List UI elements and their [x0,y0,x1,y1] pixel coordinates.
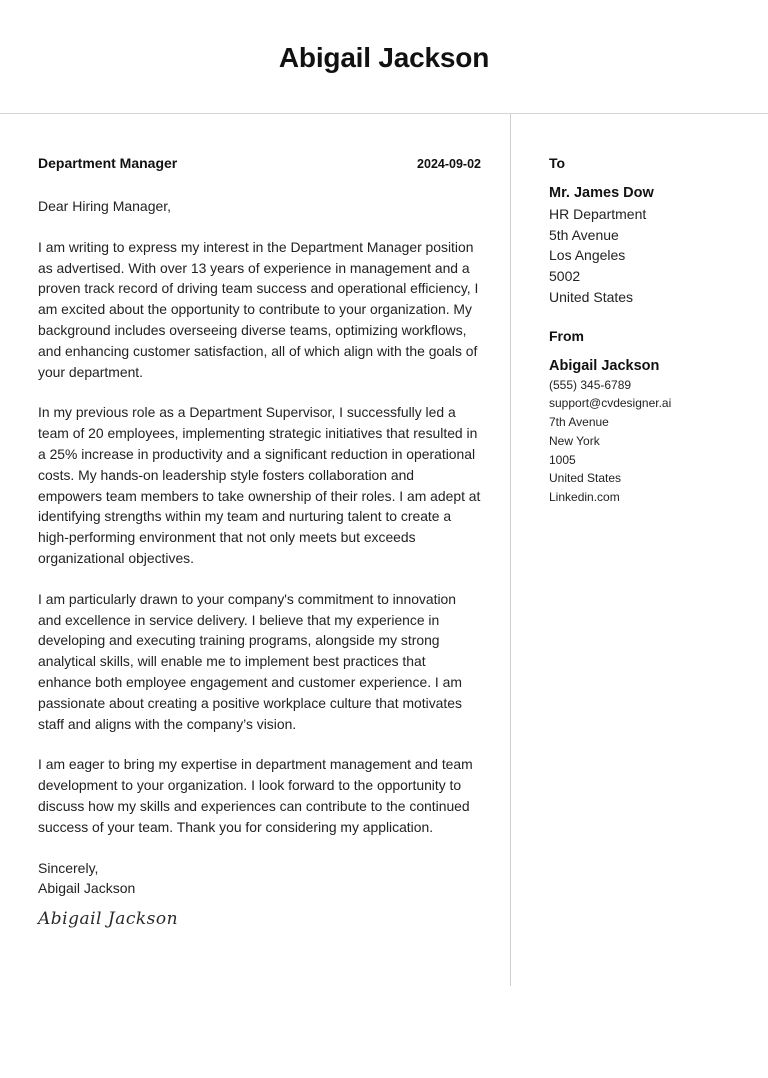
paragraph-2: In my previous role as a Department Supervisor, I successfully led a team of 20 employees, implementing strategic initiatives that resulted in a 25% increase in productivity and a significant reduction in operational costs. My hands-on leadership style fosters collaboration and empowers team members to take ownership of their roles. I am adept at identifying strengths within my team and nurturing talent to create a high-performing environment that not only meets but exceeds organizational objectives. [38,404,481,566]
recipient-postal-code: 5002 [549,268,581,285]
letter-meta [38,155,481,171]
handwritten-signature: Abigail Jackson [38,909,179,930]
recipient-department: HR Department [549,205,647,222]
closing-salutation: Sincerely, [38,859,99,876]
to-heading: To [549,155,566,171]
recipient-street: 5th Avenue [549,226,619,243]
address-sidebar [549,150,759,507]
sender-phone: (555) 345-6789 [549,377,632,392]
closing-name: Abigail Jackson [38,880,136,897]
closing-block [38,858,481,900]
applicant-name: Abigail Jackson [278,42,490,73]
greeting: Dear Hiring Manager, [38,198,172,214]
sender-country: United States [549,471,622,486]
from-heading: From [549,327,584,344]
paragraph-4: I am eager to bring my expertise in department management and team development to your organization. I look forward to the opportunity to discuss how my skills and experiences can contribute to the continued success of your team. Thank you for considering my application. [38,756,473,835]
sender-name: Abigail Jackson [549,357,660,374]
sender-email: support@cvdesigner.ai [549,396,672,411]
paragraph-3: I am particularly drawn to your company's commitment to innovation and excellence in service delivery. I believe that my experience in developing and executing training programs, alongside my strong analytical skills, will enable me to implement best practices that enhance both employee engagement and customer experience. I am passionate about creating a positive workplace culture that motivates staff and aligns with the company’s vision. [38,590,462,732]
recipient-city: Los Angeles [549,247,626,264]
letter-body [38,150,481,929]
letter-date: 2024-09-02 [417,157,481,171]
column-divider [510,114,511,986]
paragraph-1: I am writing to express my interest in the Department Manager position as advertised. With over 13 years of experience in management and a proven track record of driving team success and operational efficiency, I am excited about the opportunity to contribute to your organization. My background includes overseeing diverse teams, optimizing workflows, and enhancing customer satisfaction, all of which align with the goals of your department. [38,238,479,380]
sender-postal-code: 1005 [549,452,576,467]
letter-header [0,0,768,114]
sender-linkedin: Linkedin.com [549,490,620,504]
job-title: Department Manager [38,155,178,171]
recipient-name: Mr. James Dow [549,185,654,201]
sender-street: 7th Avenue [549,415,609,430]
sender-city: New York [549,433,600,448]
recipient-country: United States [549,288,634,305]
